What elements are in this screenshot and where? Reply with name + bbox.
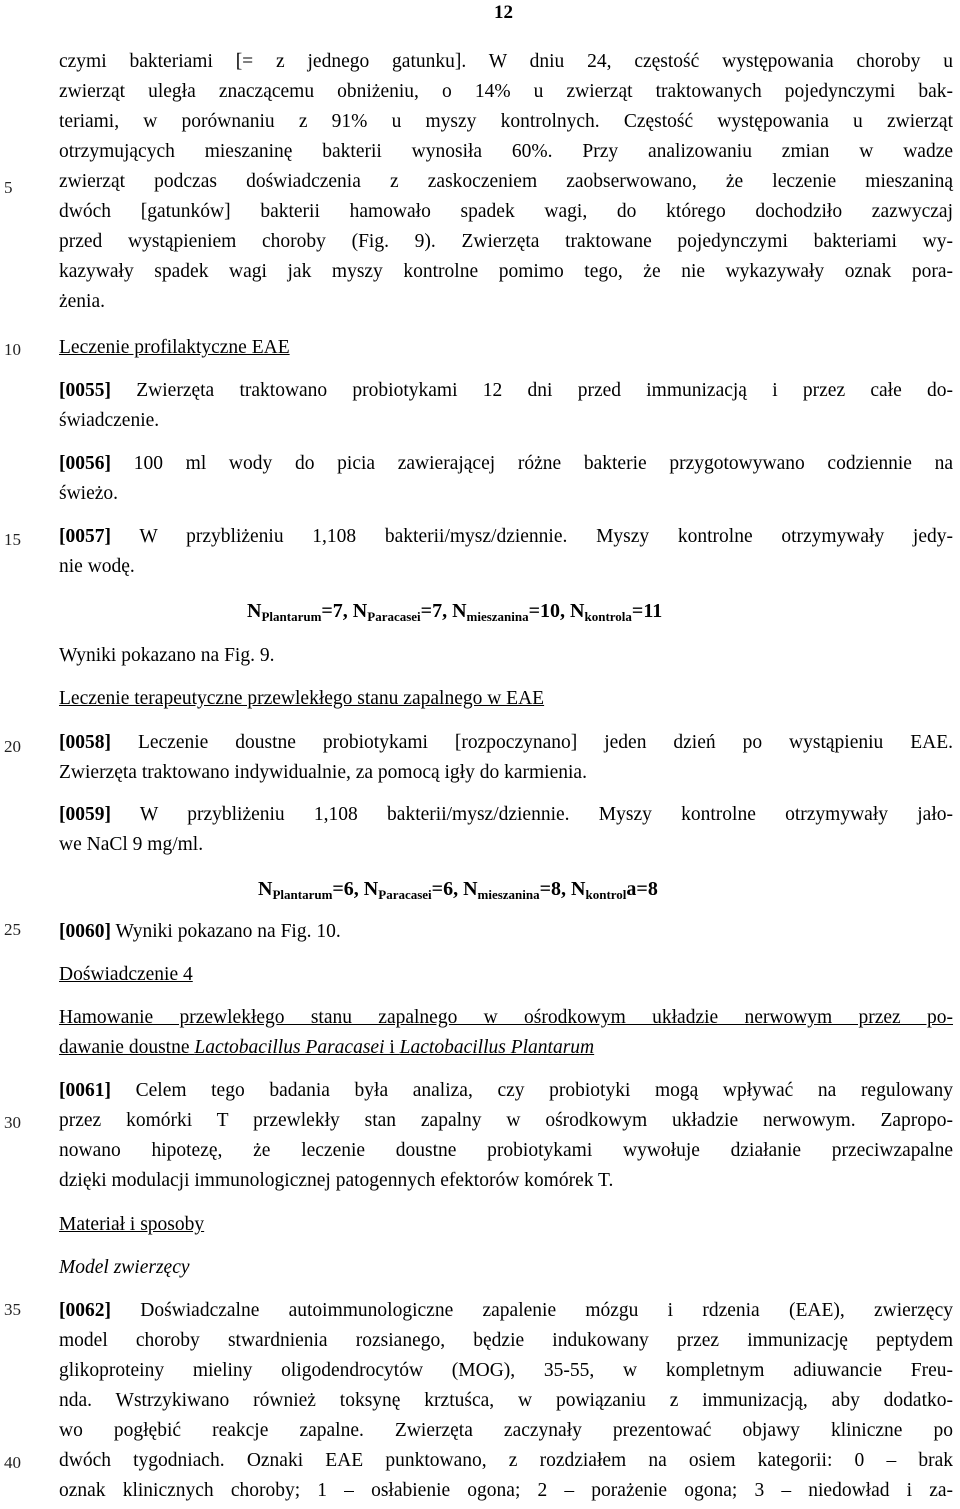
line-number: 25 xyxy=(4,920,21,939)
paragraph-0057: [0057] W przybliżeniu 1,108 bakterii/mysz/dziennie. Myszy kontrolne otrzymywały jedy- xyxy=(59,526,953,547)
paragraph-line: przed wystąpieniem choroby (Fig. 9). Zwierzęta traktowane pojedynczymi bakteriami wy- xyxy=(59,231,953,252)
results-fig9-text: Wyniki pokazano na Fig. 9. xyxy=(59,645,275,666)
paragraph-tag: [0059] xyxy=(59,804,111,825)
section-heading-model: Model zwierzęcy xyxy=(59,1257,190,1278)
paragraph-line: dwóch tygodniach. Oznaki EAE punktowano, z rozdziałem na osiem kategorii: 0 – brak xyxy=(59,1450,953,1471)
paragraph-line: glikoproteiny mieliny oligodendrocytów (MOG), 35-55, w kompletnym adiuwancie Freu- xyxy=(59,1360,953,1381)
paragraph-tag: [0057] xyxy=(59,526,111,547)
section-heading-materials: Materiał i sposoby xyxy=(59,1214,205,1235)
paragraph-tag: [0056] xyxy=(59,453,111,474)
paragraph-line: Zwierzęta traktowano indywidualnie, za pomocą igły do karmienia. xyxy=(59,762,587,783)
paragraph-tag: [0058] xyxy=(59,732,111,753)
paragraph-tag: [0061] xyxy=(59,1080,111,1101)
paragraph-line: nda. Wstrzykiwano również toksynę krztuśca, w powiązaniu z immunizacją, aby dodatko- xyxy=(59,1390,953,1411)
paragraph-line: żenia. xyxy=(59,291,106,312)
paragraph-0058: [0058] Leczenie doustne probiotykami [rozpoczynano] jeden dzień po wystąpieniu EAE. xyxy=(59,732,953,753)
paragraph-line: zwierząt podczas doświadczenia z zaskoczeniem zaobserwowano, że leczenie mieszaniną xyxy=(59,171,953,192)
group-sizes-formula-1: $N_{Plantarum}=7$, $N_{Paracasei}=7$, $N_{mieszanina}=10$, $N_{kontrola}=11$ xyxy=(247,600,663,624)
paragraph-line: nowano hipotezę, że leczenie doustne probiotykami wywołuje działanie przeciwzapalne xyxy=(59,1140,953,1161)
paragraph-line: dzięki modulacji immunologicznej patogennych efektorów komórek T. xyxy=(59,1170,614,1191)
paragraph-tag: [0062] xyxy=(59,1300,111,1321)
paragraph-line: zwierząt uległa znaczącemu obniżeniu, o 14% u zwierząt traktowanych pojedynczymi bak- xyxy=(59,81,953,102)
paragraph-line: świadczenie. xyxy=(59,410,160,431)
section-heading-inhibition-line2: dawanie doustne Lactobacillus Paracasei i Lactobacillus Plantarum xyxy=(59,1037,595,1058)
line-number: 20 xyxy=(4,737,21,756)
paragraph-line: otrzymujących mieszaninę bakterii wynosiła 60%. Przy analizowaniu zmian w wadze xyxy=(59,141,953,162)
line-number: 40 xyxy=(4,1453,21,1472)
section-heading-prophylactic: Leczenie profilaktyczne EAE xyxy=(59,337,290,358)
paragraph-line: dwóch [gatunków] bakterii hamowało spadek wagi, do którego dochodziło zazwyczaj xyxy=(59,201,953,222)
line-number: 5 xyxy=(4,178,13,197)
line-number: 10 xyxy=(4,340,21,359)
paragraph-line: czymi bakteriami [= z jednego gatunku]. W dniu 24, częstość występowania choroby u xyxy=(59,51,953,72)
paragraph-0055: [0055] Zwierzęta traktowano probiotykami 12 dni przed immunizacją i przez całe do- xyxy=(59,380,953,401)
section-heading-inhibition-line1: Hamowanie przewlekłego stanu zapalnego w ośrodkowym układzie nerwowym przez po- xyxy=(59,1007,953,1028)
paragraph-line: kazywały spadek wagi jak myszy kontrolne pomimo tego, że nie wykazywały oznak pora- xyxy=(59,261,953,282)
paragraph-line: przez komórki T przewlekły stan zapalny w ośrodkowym układzie nerwowym. Zapropo- xyxy=(59,1110,953,1131)
section-heading-experiment-4: Doświadczenie 4 xyxy=(59,964,193,985)
paragraph-line: oznak klinicznych choroby; 1 – osłabienie ogona; 2 – porażenie ogona; 3 – niedowład i za- xyxy=(59,1480,953,1501)
section-heading-therapeutic: Leczenie terapeutyczne przewlekłego stanu zapalnego w EAE xyxy=(59,688,545,709)
paragraph-0061: [0061] Celem tego badania była analiza, czy probiotyki mogą wpływać na regulowany xyxy=(59,1080,953,1101)
paragraph-line: wo pogłębić reakcje zapalne. Zwierzęta zaczynały prezentować objawy kliniczne po xyxy=(59,1420,953,1441)
paragraph-line: model choroby stwardnienia rozsianego, będzie indukowany przez immunizację peptydem xyxy=(59,1330,953,1351)
paragraph-line: świeżo. xyxy=(59,483,119,504)
paragraph-line: we NaCl 9 mg/ml. xyxy=(59,834,204,855)
paragraph-0060: [0060] Wyniki pokazano na Fig. 10. xyxy=(59,921,341,942)
line-number: 35 xyxy=(4,1300,21,1319)
paragraph-0056: [0056] 100 ml wody do picia zawierającej różne bakterie przygotowywano codziennie na xyxy=(59,453,953,474)
page-number: 12 xyxy=(494,2,513,23)
paragraph-line: nie wodę. xyxy=(59,556,135,577)
paragraph-tag: [0055] xyxy=(59,380,111,401)
line-number: 30 xyxy=(4,1113,21,1132)
paragraph-tag: [0060] xyxy=(59,921,111,942)
paragraph-0059: [0059] W przybliżeniu 1,108 bakterii/mysz/dziennie. Myszy kontrolne otrzymywały jało- xyxy=(59,804,953,825)
paragraph-0062: [0062] Doświadczalne autoimmunologiczne zapalenie mózgu i rdzenia (EAE), zwierzęcy xyxy=(59,1300,953,1321)
group-sizes-formula-2: $N_{Plantarum}=6$, $N_{Paracasei}=6$, $N_{mieszanina}=8$, $N_{kontrol}a=8$ xyxy=(258,878,658,902)
paragraph-line: teriami, w porównaniu z 91% u myszy kontrolnych. Częstość występowania u zwierząt xyxy=(59,111,953,132)
line-number: 15 xyxy=(4,530,21,549)
